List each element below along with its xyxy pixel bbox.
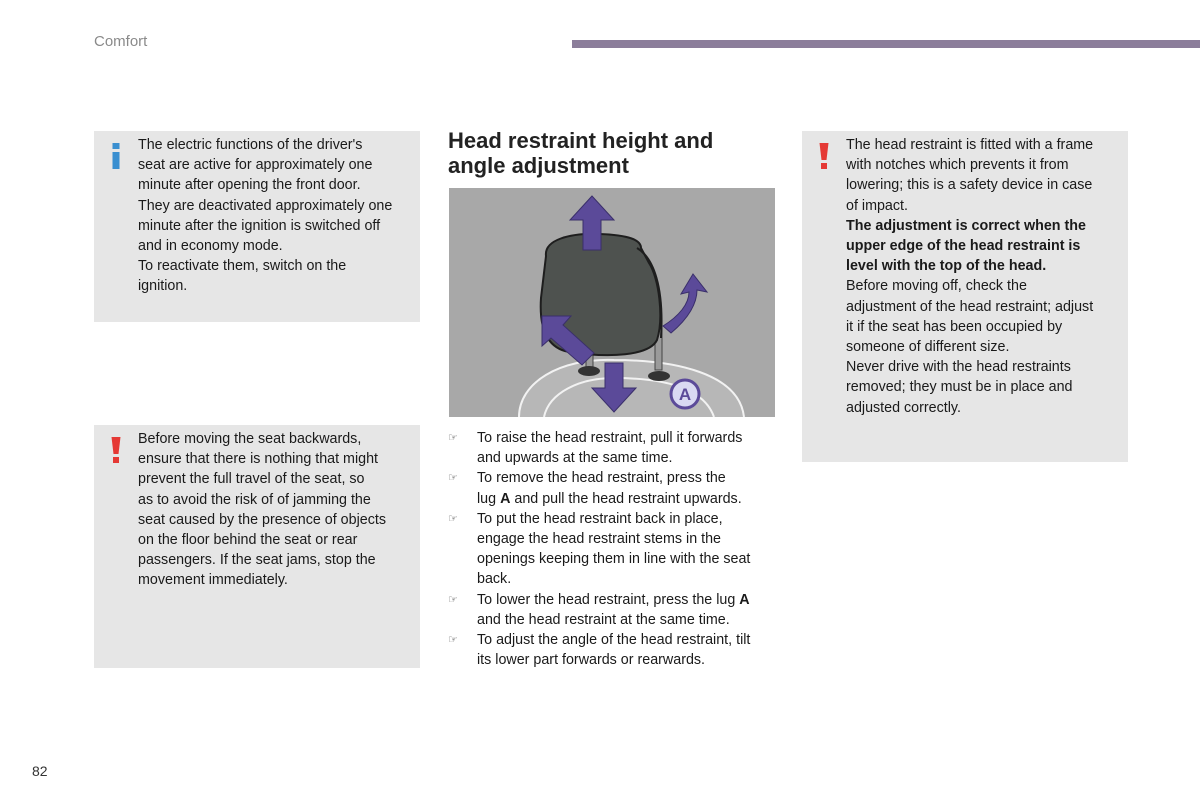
text-line: lowering; this is a safety device in case (846, 177, 1093, 194)
text-fragment: To lower the head restraint, press the lug (477, 591, 740, 608)
text-line: To put the head restraint back in place, (477, 510, 723, 527)
text-line (477, 590, 778, 610)
warning-icon (110, 437, 122, 463)
text-line: its lower part forwards or rearwards. (477, 652, 706, 669)
text-line-bold (846, 256, 1118, 276)
text-line: engage the head restraint stems in the (477, 531, 721, 548)
text-line: with notches which prevents it from (846, 157, 1069, 174)
bold-text: The adjustment is correct when the (846, 217, 1086, 234)
info-note-text (138, 135, 410, 297)
text-line: adjusted correctly. (846, 399, 961, 416)
list-item (448, 590, 778, 630)
text-line: prevent the full travel of the seat, so (138, 471, 365, 488)
pointing-hand-icon: ☞ (448, 593, 458, 606)
list-item (448, 428, 778, 468)
text-line: The head restraint is fitted with a frame (846, 137, 1094, 153)
list-item (448, 468, 778, 508)
list-item (448, 630, 778, 670)
text-line: and the head restraint at the same time. (477, 611, 730, 628)
text-line: as to avoid the risk of of jamming the (138, 491, 371, 508)
text-line: To raise the head restraint, pull it forwards (477, 430, 743, 446)
text-line: passengers. If the seat jams, stop the (138, 552, 376, 569)
text-line: ignition. (138, 278, 188, 295)
text-line: To adjust the angle of the head restraint, tilt (477, 632, 751, 649)
text-line: on the floor behind the seat or rear (138, 532, 358, 549)
text-line: and in economy mode. (138, 238, 283, 255)
pointing-hand-icon: ☞ (448, 512, 458, 525)
text-line: someone of different size. (846, 339, 1010, 356)
warning-icon (818, 143, 830, 169)
text-fragment: and pull the head restraint upwards. (510, 490, 742, 507)
text-line: seat are active for approximately one (138, 157, 373, 174)
text-line: of impact. (846, 197, 908, 214)
seat-warning-text (138, 429, 410, 591)
text-line: Before moving the seat backwards, (138, 431, 362, 447)
text-line: and upwards at the same time. (477, 450, 673, 467)
text-line: They are deactivated approximately one (138, 197, 393, 214)
page-number: 82 (32, 763, 48, 779)
text-line: removed; they must be in place and (846, 379, 1073, 396)
bold-text: upper edge of the head restraint is (846, 238, 1081, 255)
restraint-warning-text (846, 135, 1118, 418)
text-line: back. (477, 571, 512, 588)
text-line: movement immediately. (138, 572, 288, 589)
header-bar (572, 40, 1200, 48)
section-heading (448, 128, 768, 178)
text-line: Before moving off, check the (846, 278, 1027, 295)
lug-label: A (500, 490, 511, 507)
text-line-bold (846, 236, 1118, 256)
heading-line: Head restraint height and (448, 128, 714, 153)
seat-warning-panel (94, 425, 420, 668)
bold-text: level with the top of the head. (846, 258, 1047, 275)
section-title: Comfort (94, 33, 148, 50)
stem-collar-left (578, 366, 600, 376)
stem-collar-right (648, 371, 670, 381)
text-line: minute after opening the front door. (138, 177, 361, 194)
text-line: To remove the head restraint, press the (477, 470, 726, 487)
instructions-list (448, 428, 778, 670)
pointing-hand-icon: ☞ (448, 472, 458, 485)
arrow-tilt-forward-icon (663, 274, 707, 333)
info-icon (110, 143, 122, 169)
text-line: openings keeping them in line with the seat (477, 551, 751, 568)
text-line: To reactivate them, switch on the (138, 258, 347, 275)
info-note-panel (94, 131, 420, 322)
text-line: seat caused by the presence of objects (138, 511, 386, 528)
text-line: it if the seat has been occupied by (846, 318, 1063, 335)
text-line: Never drive with the head restraints (846, 359, 1071, 376)
illustration-svg (449, 188, 775, 417)
pointing-hand-icon: ☞ (448, 634, 458, 647)
text-line (477, 489, 778, 509)
text-line: minute after the ignition is switched off (138, 217, 381, 234)
pointing-hand-icon: ☞ (448, 432, 458, 444)
text-line: adjustment of the head restraint; adjust (846, 298, 1094, 315)
lug-label: A (739, 591, 750, 608)
restraint-warning-panel (802, 131, 1128, 462)
label-a-text: A (678, 385, 692, 404)
text-line: ensure that there is nothing that might (138, 451, 379, 468)
text-line: The electric functions of the driver's (138, 137, 363, 153)
heading-line: angle adjustment (448, 153, 629, 178)
text-fragment: lug (477, 490, 501, 507)
list-item (448, 509, 778, 590)
text-line-bold (846, 216, 1118, 236)
head-restraint-illustration (449, 188, 775, 417)
